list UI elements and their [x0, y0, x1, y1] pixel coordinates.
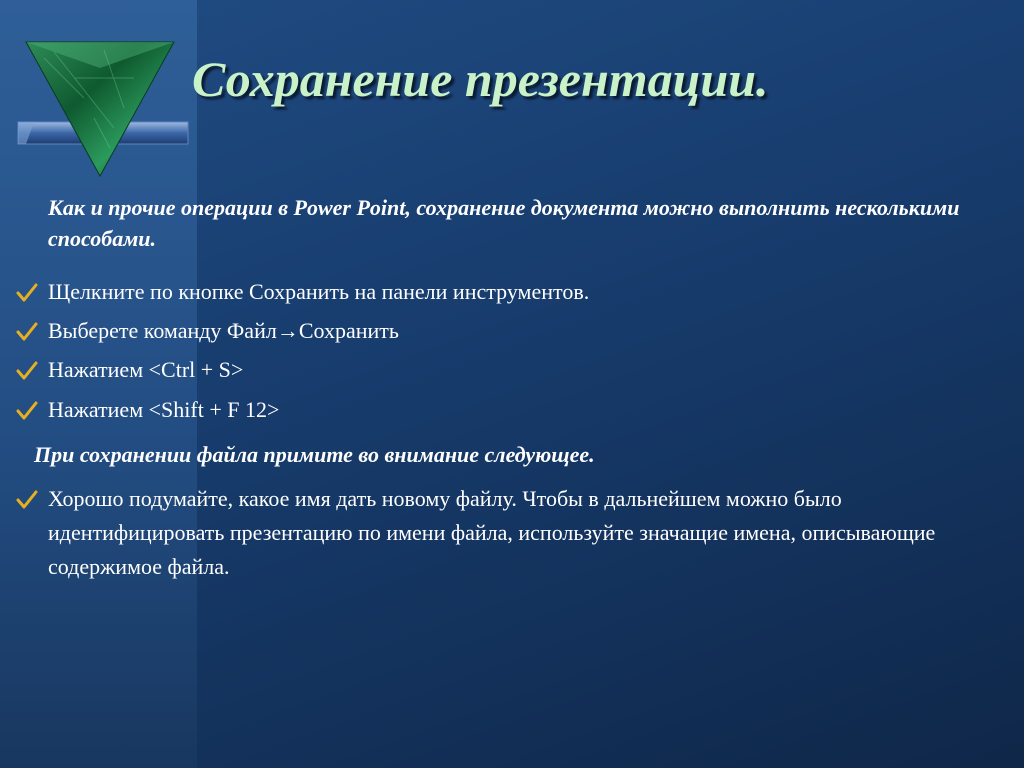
note-heading: При сохранении файла примите во внимание следующее. — [34, 442, 595, 467]
bullet-item — [48, 482, 988, 584]
bullet-item — [48, 393, 988, 427]
checkmark-icon — [16, 283, 38, 303]
bullet-text: Нажатием <Shift + F 12> — [48, 397, 280, 422]
intro-text: Как и прочие операции в Power Point, сохранение документа можно выполнить несколькими способами. — [48, 195, 960, 251]
slide-title: Сохранение презентации. — [192, 51, 769, 107]
bullet-item — [48, 275, 988, 309]
bullet-text: Нажатием <Ctrl + S> — [48, 357, 244, 382]
bullet-item — [48, 314, 988, 348]
bullet-text: Выберете команду Файл→Сохранить — [48, 318, 399, 343]
checkmark-icon — [16, 490, 38, 510]
bullet-item — [48, 353, 988, 387]
checkmark-icon — [16, 361, 38, 381]
bullet-text: Хорошо подумайте, какое имя дать новому файлу. Чтобы в дальнейшем можно было идентифицировать презентацию по имени файла, используйте значащие имена, описывающие содержимое файла. — [48, 486, 936, 579]
checkmark-icon — [16, 401, 38, 421]
checkmark-icon — [16, 322, 38, 342]
bullet-text: Щелкните по кнопке Сохранить на панели инструментов. — [48, 279, 590, 304]
